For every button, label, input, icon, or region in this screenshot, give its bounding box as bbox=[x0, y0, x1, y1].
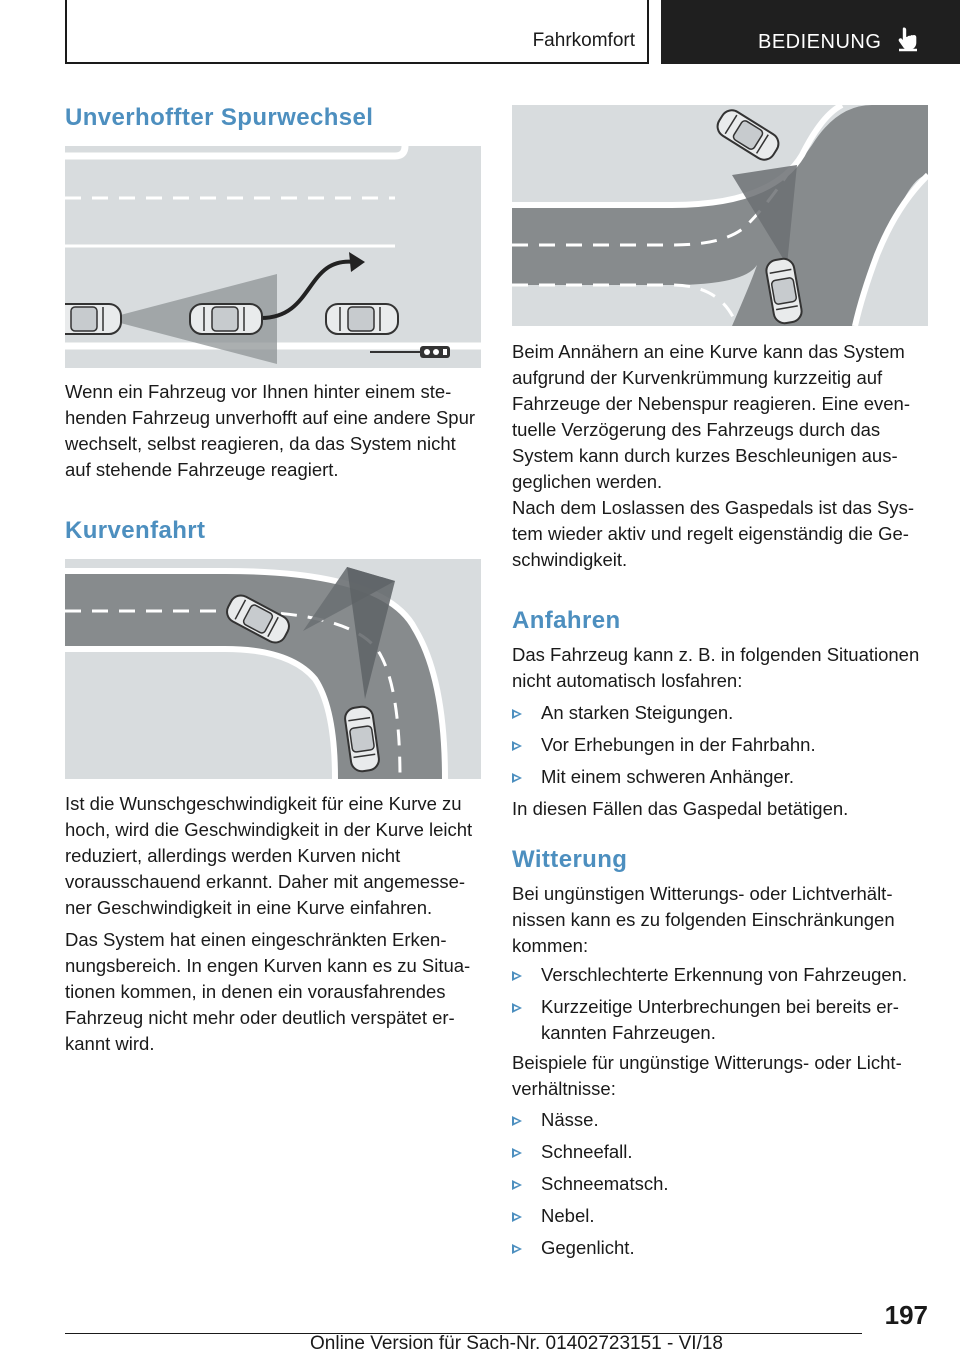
paragraph-lane-change: Wenn ein Fahrzeug vor Ihnen hinter einem ste-henden Fahrzeug unverhofft auf eine andere Spur wechselt, selbst reagieren, da das System nicht auf stehende Fahrzeuge reagiert. bbox=[65, 381, 476, 480]
paragraph-curve-speed: Ist die Wunschgeschwindigkeit für eine Kurve zu hoch, wird die Geschwindigkeit in der Kurve leicht reduziert, allerdings werden Kurven nicht vorausschauend erkannt. Daher mit angemesse-ner Geschwindigkeit in eine Kurve einfahren. bbox=[65, 793, 473, 918]
list-item: Vor Erhebungen in der Fahrbahn. bbox=[512, 732, 928, 758]
heading-unverhoffter-spurwechsel: Unverhoffter Spurwechsel bbox=[65, 104, 374, 131]
footer-online-version: Online Version für Sach-Nr. 01402723151 - VI/18 bbox=[310, 1333, 723, 1354]
bullet-triangle-icon bbox=[512, 1244, 522, 1254]
paragraph-detection-range: Das System hat einen eingeschränkten Erken-nungsbereich. In engen Kurven kann es zu Situa-tionen kommen, in denen ein vorausfahrendes Fahrzeug nicht mehr oder deutlich verspätet er-kannt wird. bbox=[65, 929, 471, 1054]
heading-witterung: Witterung bbox=[512, 846, 628, 873]
paragraph-beispiele-intro: Beispiele für ungünstige Witterungs- oder Licht-verhältnisse: bbox=[512, 1052, 902, 1099]
header-chapter-label: BEDIENUNG bbox=[758, 31, 882, 53]
figure-curve-adjacent-lane bbox=[512, 105, 928, 326]
list-item: Schneefall. bbox=[512, 1139, 928, 1165]
bullet-triangle-icon bbox=[512, 1116, 522, 1126]
bullet-triangle-icon bbox=[512, 773, 522, 783]
list-anfahren bbox=[512, 700, 928, 796]
figure-lane-change bbox=[65, 146, 481, 368]
header-section-title: Fahrkomfort bbox=[532, 30, 635, 51]
paragraph-witterung-intro: Bei ungünstigen Witterungs- oder Lichtverhält-nissen kann es zu folgenden Einschränkungen kommen: bbox=[512, 883, 895, 956]
list-item: Gegenlicht. bbox=[512, 1235, 928, 1261]
page-number: 197 bbox=[884, 1300, 928, 1330]
bullet-triangle-icon bbox=[512, 709, 522, 719]
bullet-triangle-icon bbox=[512, 741, 522, 751]
bullet-triangle-icon bbox=[512, 1180, 522, 1190]
list-item: Nässe. bbox=[512, 1107, 928, 1133]
paragraph-approach-curve: Beim Annähern an eine Kurve kann das System aufgrund der Kurvenkrümmung kurzzeitig auf Fahrzeuge der Nebenspur reagieren. Eine even-tuelle Verzögerung des Fahrzeugs durch das System kann durch kurzes Beschleunigen aus-geglichen werden. bbox=[512, 341, 910, 492]
list-item: An starken Steigungen. bbox=[512, 700, 928, 726]
list-beispiele bbox=[512, 1107, 928, 1267]
paragraph-release-pedal: Nach dem Loslassen des Gaspedals ist das Sys-tem wieder aktiv und regelt eigenständig die Ge-schwindigkeit. bbox=[512, 497, 915, 570]
bullet-triangle-icon bbox=[512, 1003, 522, 1013]
heading-kurvenfahrt: Kurvenfahrt bbox=[65, 517, 206, 544]
list-item: Verschlechterte Erkennung von Fahrzeugen. bbox=[512, 962, 928, 988]
list-witterung bbox=[512, 962, 928, 1052]
figure-curve-driving bbox=[65, 559, 481, 779]
bullet-triangle-icon bbox=[512, 1212, 522, 1222]
list-item: Mit einem schweren Anhänger. bbox=[512, 764, 928, 790]
bullet-triangle-icon bbox=[512, 1148, 522, 1158]
list-item: Schneematsch. bbox=[512, 1171, 928, 1197]
pointing-hand-icon bbox=[897, 26, 919, 57]
list-item: Kurzzeitige Unterbrechungen bei bereits er-kannten Fahrzeugen. bbox=[512, 994, 928, 1046]
paragraph-anfahren-intro: Das Fahrzeug kann z. B. in folgenden Situationen nicht automatisch losfahren: bbox=[512, 644, 920, 691]
paragraph-anfahren-outro: In diesen Fällen das Gaspedal betätigen. bbox=[512, 798, 849, 819]
heading-anfahren: Anfahren bbox=[512, 607, 621, 634]
bullet-triangle-icon bbox=[512, 971, 522, 981]
list-item: Nebel. bbox=[512, 1203, 928, 1229]
header-chapter-tab bbox=[661, 0, 960, 64]
